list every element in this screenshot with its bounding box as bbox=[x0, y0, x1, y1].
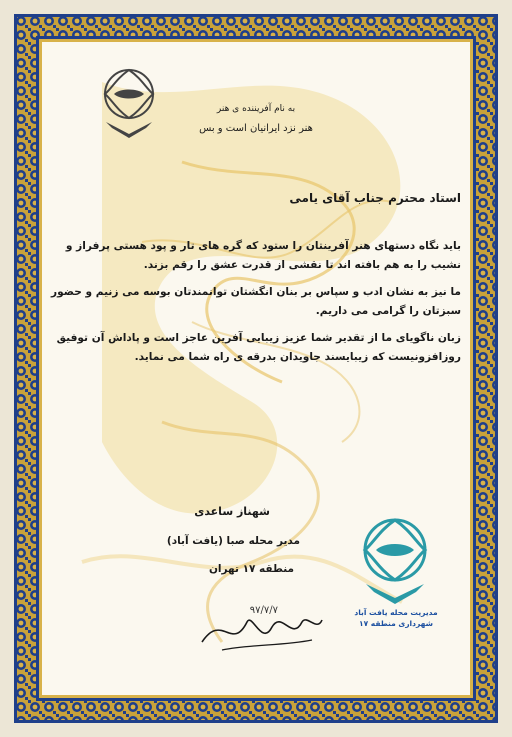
intro-line-2: هنر نزد ایرانیان است و بس bbox=[199, 123, 313, 134]
paragraph-3: زبان ناگویای ما از تقدیر شما عزیز زیبایی آفرین عاجز است و پاداش آن توفیق روزافزونیست که زیبایسند جاویدان بدرقه ی راه شما می نماید. bbox=[56, 332, 461, 363]
paragraph-1: باید نگاه دستهای هنر آفرینتان را ستود که گره های تار و پود هستی پرفراز و نشیب را به هم بافته اند تا نقشی از قدرت عشق را رقم بزند. bbox=[65, 240, 461, 271]
signatory-region: منطقه ۱۷ تهران bbox=[208, 563, 294, 575]
signatory-name: شهناز ساعدی bbox=[194, 505, 270, 518]
neighborhood-management-logo-icon bbox=[354, 512, 436, 608]
signature-date: ۹۷/۷/۷ bbox=[249, 605, 278, 616]
org-name-line-1: مدیریت محله یافت آباد bbox=[354, 608, 438, 617]
intro-line-1: به نام آفریننده ی هنر bbox=[216, 104, 296, 114]
signatory-title: مدیر محله صبا (یافت آباد) bbox=[166, 535, 300, 547]
salutation: استاد محترم جناب آقای یامی bbox=[289, 191, 461, 205]
org-name-line-2: شهرداری منطقه ۱۷ bbox=[359, 619, 433, 628]
paragraph-2: ما نیز به نشان ادب و سپاس بر بنان انگشتان توانمندتان بوسه می زنیم و حضور سبزتان را گرامی می داریم. bbox=[51, 286, 461, 317]
